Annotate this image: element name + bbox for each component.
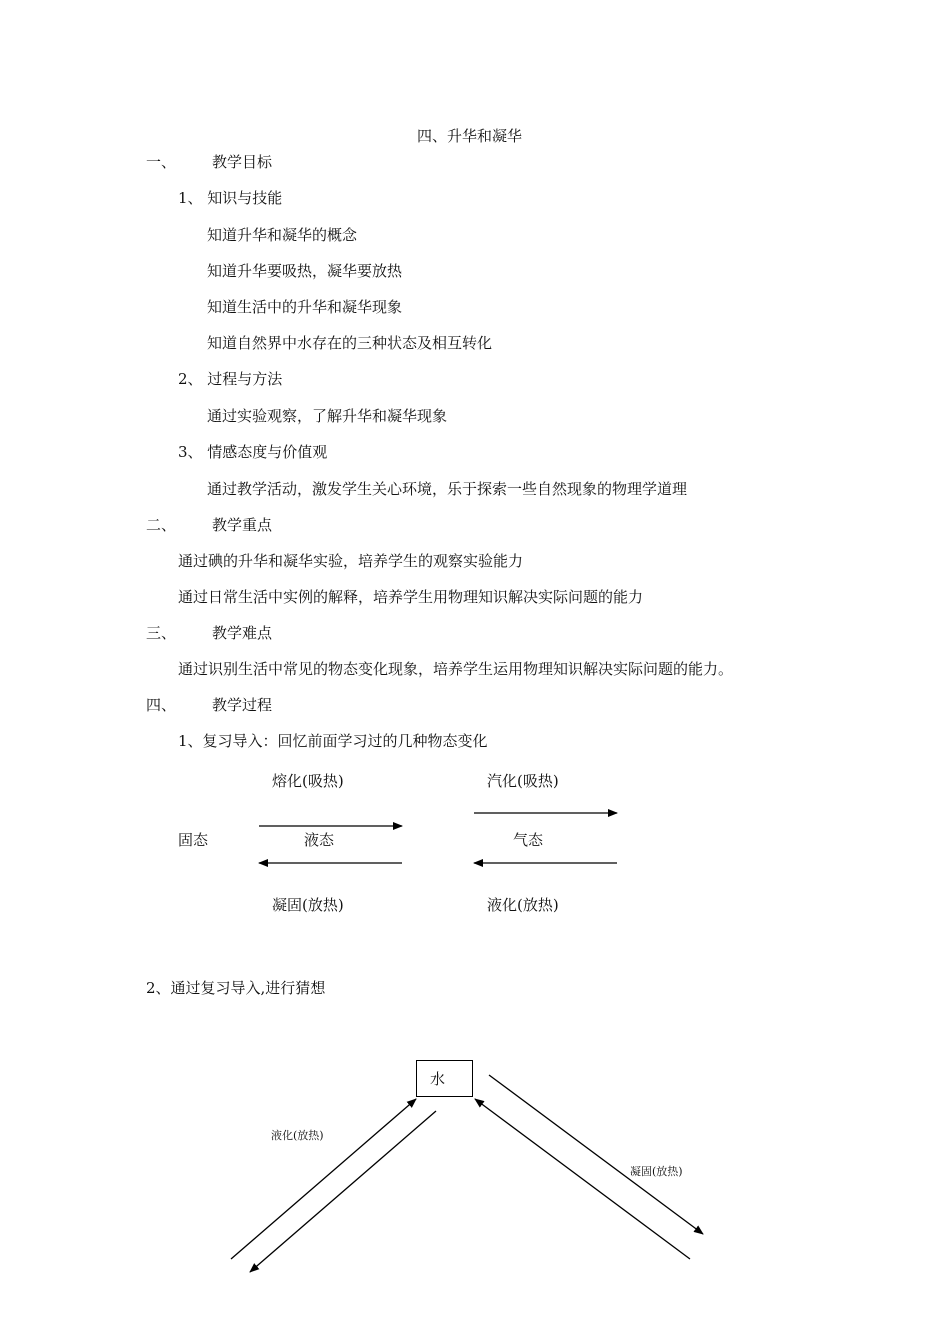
page-title: 四、升华和凝华 [417, 127, 523, 145]
list-item: 通过碘的升华和凝华实验，培养学生的观察实验能力 [178, 552, 524, 570]
list-item: 通过日常生活中实例的解释，培养学生用物理知识解决实际问题的能力 [178, 588, 644, 606]
section-4-title: 教学过程 [212, 696, 273, 714]
label-right-arrow: 凝固(放热) [630, 1165, 683, 1178]
arrow-up-right [475, 1099, 690, 1259]
section-2-title: 教学重点 [212, 516, 273, 534]
list-item: 知道自然界中水存在的三种状态及相互转化 [207, 334, 493, 352]
arrow-down-right [489, 1075, 703, 1234]
label-solid: 固态 [178, 831, 209, 849]
label-gas: 气态 [513, 831, 544, 849]
label-freeze: 凝固(放热) [272, 896, 344, 914]
subsection-4-1: 1、复习导入：回忆前面学习过的几种物态变化 [178, 732, 488, 750]
label-left-arrow: 液化(放热) [271, 1129, 324, 1142]
label-liquid: 液态 [304, 831, 335, 849]
list-item: 知道升华要吸热，凝华要放热 [207, 262, 403, 280]
section-3-title: 教学难点 [212, 624, 273, 642]
subsection-1-3: 3、 情感态度与价值观 [178, 443, 328, 461]
section-1-number: 一、 [146, 153, 177, 171]
section-4-number: 四、 [146, 696, 177, 714]
section-2-number: 二、 [146, 516, 177, 534]
list-item: 通过实验观察，了解升华和凝华现象 [207, 407, 448, 425]
label-condense: 液化(放热) [487, 896, 559, 914]
subsection-1-1: 1、 知识与技能 [178, 189, 283, 207]
label-melt: 熔化(吸热) [272, 772, 344, 790]
arrow-down-left [250, 1111, 436, 1272]
label-water: 水 [430, 1070, 446, 1088]
section-3-number: 三、 [146, 624, 177, 642]
list-item: 通过识别生活中常见的物态变化现象，培养学生运用物理知识解决实际问题的能力。 [178, 660, 734, 678]
list-item: 知道生活中的升华和凝华现象 [207, 298, 403, 316]
subsection-1-2: 2、 过程与方法 [178, 370, 283, 388]
label-vaporize: 汽化(吸热) [487, 772, 559, 790]
list-item: 知道升华和凝华的概念 [207, 226, 358, 244]
subsection-4-2: 2、通过复习导入,进行猜想 [146, 979, 326, 997]
arrow-up-left [231, 1099, 416, 1259]
list-item: 通过教学活动，激发学生关心环境，乐于探索一些自然现象的物理学道理 [207, 480, 688, 498]
section-1-title: 教学目标 [212, 153, 273, 171]
